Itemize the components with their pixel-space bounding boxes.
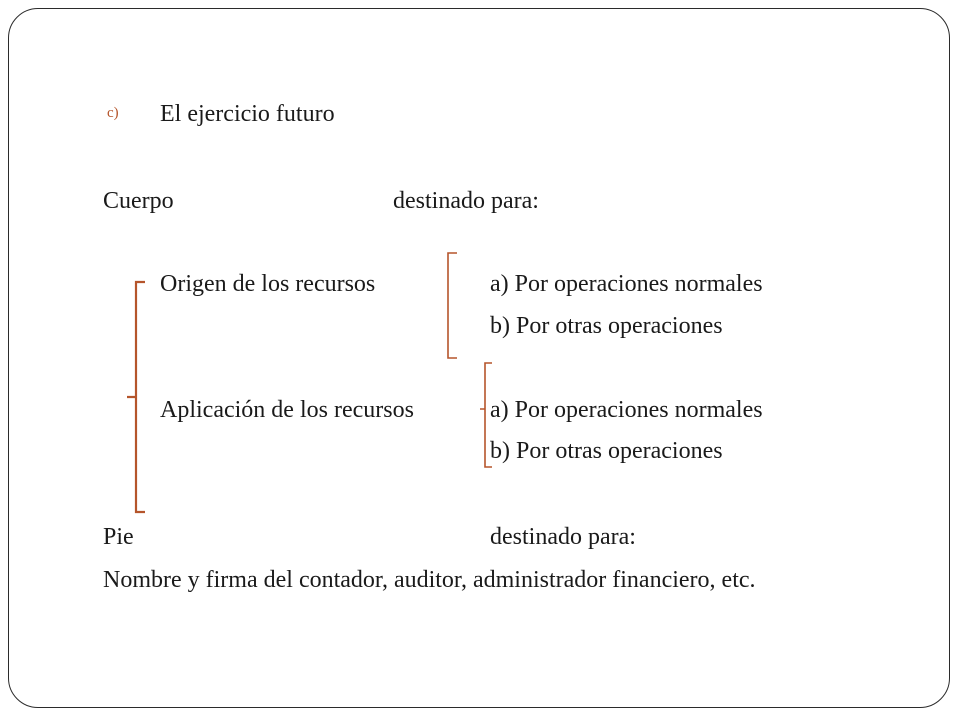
section-title-aplicacion: Aplicación de los recursos xyxy=(160,397,414,423)
footer-signers: Nombre y firma del contador, auditor, administrador financiero, etc. xyxy=(103,567,756,593)
body-destination: destinado para: xyxy=(393,188,539,214)
aplicacion-option-a: a) Por operaciones normales xyxy=(490,397,763,423)
footer-destination: destinado para: xyxy=(490,524,636,550)
main-brace-icon xyxy=(127,282,145,512)
section-title-origen: Origen de los recursos xyxy=(160,271,376,297)
footer-label: Pie xyxy=(103,524,134,550)
origen-option-a: a) Por operaciones normales xyxy=(490,271,763,297)
aplicacion-bracket-icon xyxy=(480,363,492,467)
aplicacion-option-b: b) Por otras operaciones xyxy=(490,438,723,464)
origen-option-b: b) Por otras operaciones xyxy=(490,313,723,339)
item-title: El ejercicio futuro xyxy=(160,101,335,127)
body-label: Cuerpo xyxy=(103,188,174,214)
item-marker: c) xyxy=(107,105,119,121)
origen-bracket-icon xyxy=(448,253,457,358)
